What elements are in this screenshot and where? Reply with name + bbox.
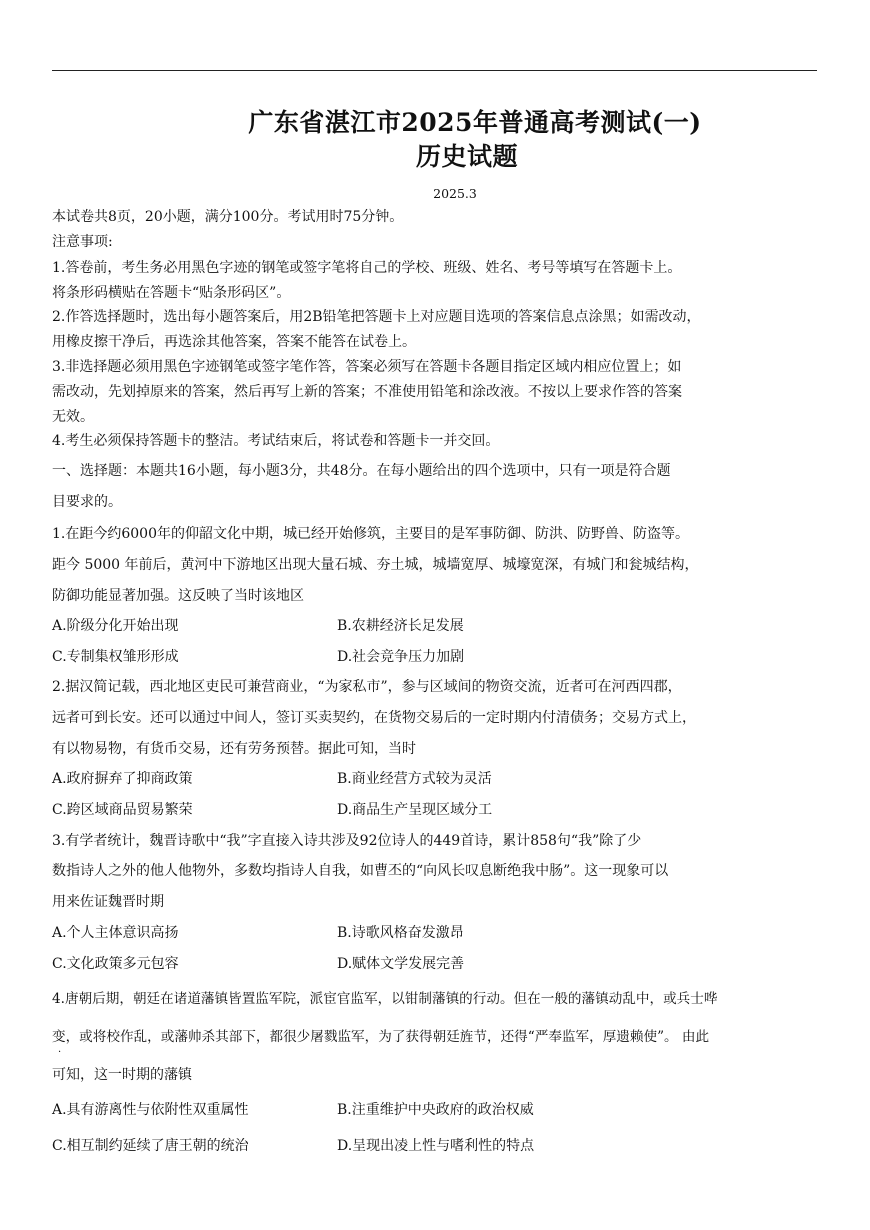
question-3-option-a: A.个人主体意识高扬 xyxy=(52,925,179,941)
exam-date: 2025.3 xyxy=(433,186,477,201)
question-2-option-a: A.政府摒弃了抑商政策 xyxy=(52,771,193,787)
notice-line: 2.作答选择题时，选出每小题答案后，用2B铅笔把答题卡上对应题目选项的答案信息点涂黑；如需改动， xyxy=(52,309,701,325)
question-3-text: 3.有学者统计，魏晋诗歌中“我”字直接入诗共涉及92位诗人的449首诗，累计858句“我”除了少 xyxy=(52,833,642,849)
question-1-option-b: B.农耕经济长足发展 xyxy=(337,618,464,634)
notice-line: 用橡皮擦干净后，再选涂其他答案，答案不能答在试卷上。 xyxy=(52,334,416,350)
question-4-text: 可知，这一时期的藩镇 xyxy=(52,1067,192,1083)
notice-line: 需改动，先划掉原来的答案，然后再写上新的答案；不准使用铅笔和涂改液。不按以上要求作答的答案 xyxy=(52,384,682,400)
question-2-text: 远者可到长安。还可以通过中间人，签订买卖契约，在货物交易后的一定时期内付清债务；交易方式上， xyxy=(52,710,696,726)
question-1-option-d: D.社会竞争压力加剧 xyxy=(337,649,465,665)
question-1-text: 1.在距今约6000年的仰韶文化中期，城已经开始修筑，主要目的是军事防御、防洪、防野兽、防盗等。 xyxy=(52,526,689,542)
notice-line: 3.非选择题必须用黑色字迹钢笔或签字笔作答，答案必须写在答题卡各题目指定区域内相应位置上；如 xyxy=(52,359,682,375)
question-1-text: 距今 5000 年前后，黄河中下游地区出现大量石城、夯土城，城墙宽厚、城壕宽深，有城门和瓮城结构， xyxy=(52,557,699,573)
question-2-text: 有以物易物，有货币交易，还有劳务预替。据此可知，当时 xyxy=(52,741,416,757)
question-4-option-b: B.注重维护中央政府的政治权威 xyxy=(337,1102,534,1118)
question-3-option-d: D.赋体文学发展完善 xyxy=(337,956,465,972)
notice-line: 1.答卷前，考生务必用黑色字迹的钢笔或签字笔将自己的学校、班级、姓名、考号等填写在答题卡上。 xyxy=(52,260,682,276)
question-1-option-c: C.专制集权雏形形成 xyxy=(52,649,179,665)
question-2-text: 2.据汉简记载，西北地区吏民可兼营商业，“为家私市”，参与区域间的物资交流，近者可在河西四郡， xyxy=(52,679,682,695)
question-1-option-a: A.阶级分化开始出现 xyxy=(52,618,179,634)
intro-text: 本试卷共8页，20小题，满分100分。考试用时75分钟。 xyxy=(52,209,404,225)
question-2-option-d: D.商品生产呈现区域分工 xyxy=(337,802,493,818)
section-heading: 一、选择题：本题共16小题，每小题3分，共48分。在每小题给出的四个选项中，只有一项是符合题 xyxy=(52,463,671,479)
notice-heading: 注意事项: xyxy=(52,234,113,250)
question-4-option-a: A.具有游离性与依附性双重属性 xyxy=(52,1102,249,1118)
question-3-text: 用来佐证魏晋时期 xyxy=(52,894,164,910)
question-2-option-b: B.商业经营方式较为灵活 xyxy=(337,771,492,787)
question-4-option-d: D.呈现出凌上性与嗜利性的特点 xyxy=(337,1138,535,1154)
notice-line: 4.考生必须保持答题卡的整洁。考试结束后，将试卷和答题卡一并交回。 xyxy=(52,433,500,449)
exam-title: 广东省湛江市2025年普通高考测试(一) xyxy=(248,108,702,137)
top-rule xyxy=(52,70,817,71)
question-4-option-c: C.相互制约延续了唐王朝的统治 xyxy=(52,1138,249,1154)
question-2-option-c: C.跨区域商品贸易繁荣 xyxy=(52,802,193,818)
question-4-text: 4.唐朝后期，朝廷在诸道藩镇皆置监军院，派宦官监军，以钳制藩镇的行动。但在一般的藩镇动乱中，或兵士哗 xyxy=(52,991,718,1007)
question-3-option-b: B.诗歌风格奋发激昂 xyxy=(337,925,464,941)
exam-subtitle: 历史试题 xyxy=(415,142,518,171)
section-heading-cont: 目要求的。 xyxy=(52,494,122,510)
notice-line: 无效。 xyxy=(52,409,94,425)
question-3-text: 数指诗人之外的他人他物外，多数均指诗人自我，如曹丕的“向风长叹息断绝我中肠”。这一现象可以 xyxy=(52,863,669,879)
question-3-option-c: C.文化政策多元包容 xyxy=(52,956,179,972)
question-4-text: 变，或将校作乱，或藩帅杀其部下，都很少屠戮监军，为了获得朝廷旌节，还得“严奉监军，厚遗赖使”。 由此 xyxy=(52,1029,710,1045)
notice-line: 将条形码横贴在答题卡“贴条形码区”。 xyxy=(52,285,291,301)
stray-mark: · xyxy=(58,1047,62,1058)
question-1-text: 防御功能显著加强。这反映了当时该地区 xyxy=(52,588,304,604)
